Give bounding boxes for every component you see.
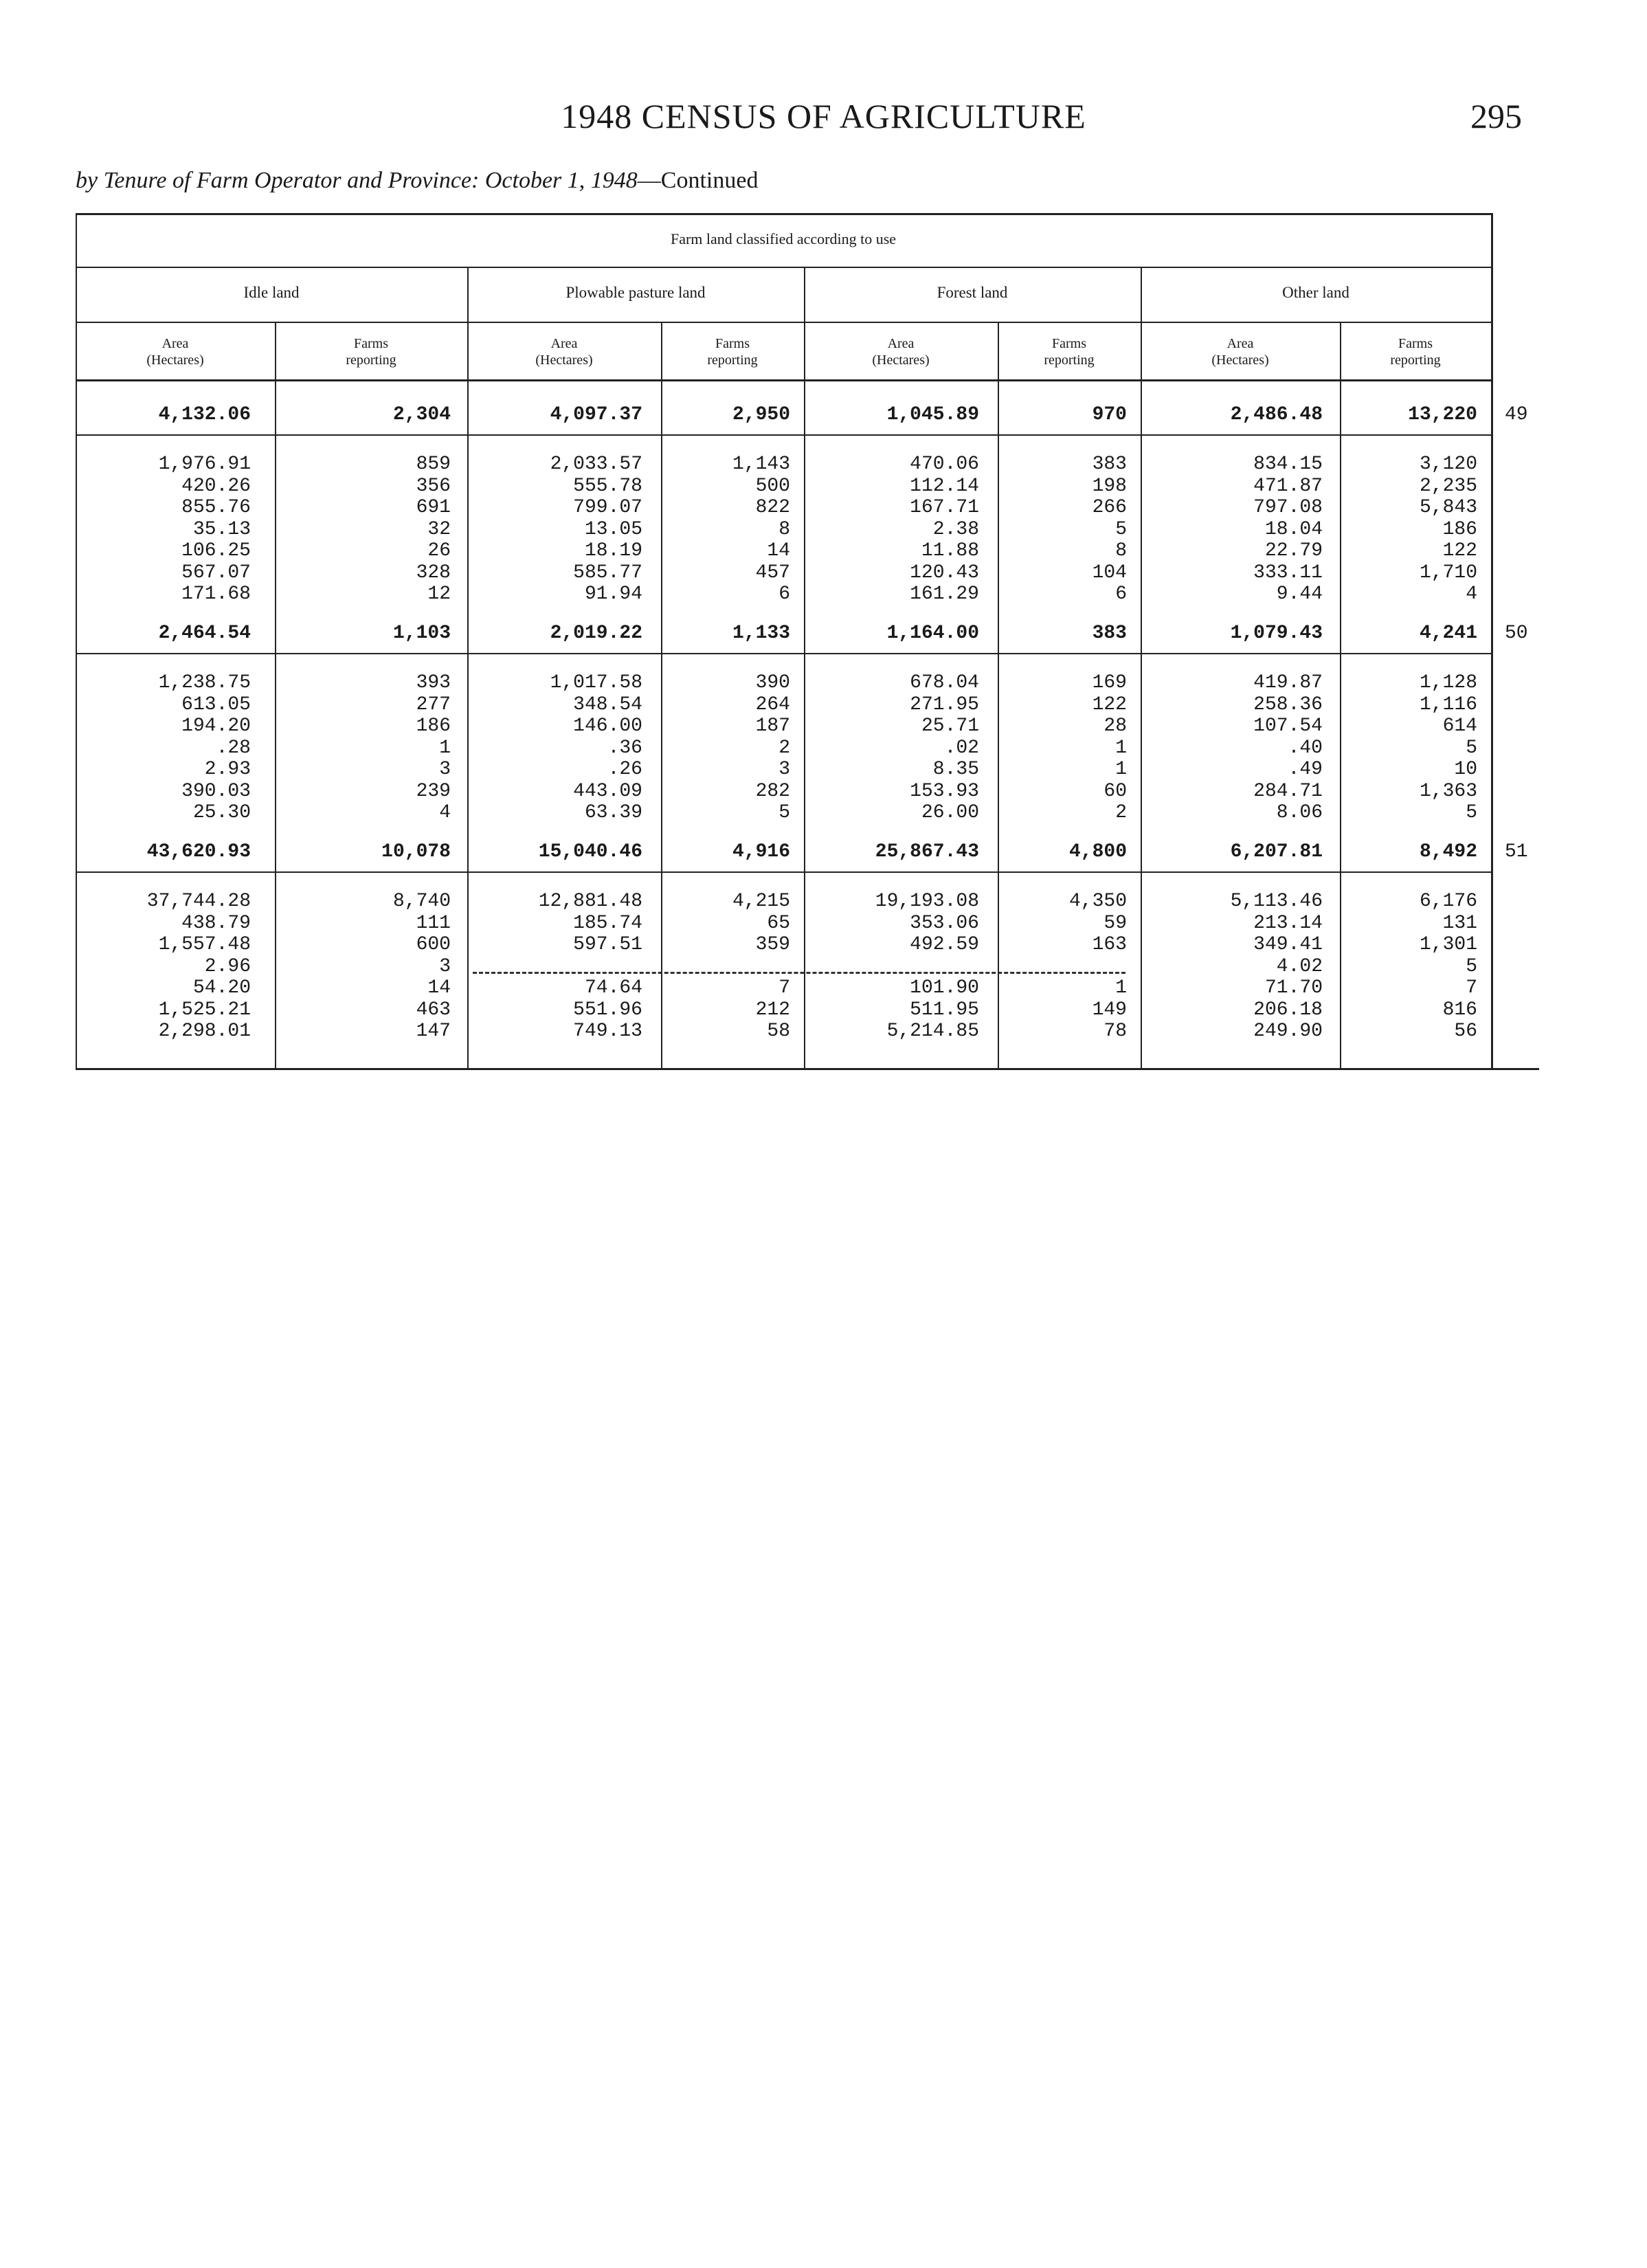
data-cell: 11.88 xyxy=(921,540,979,562)
header-line: (Hectares) xyxy=(146,353,204,368)
data-cell: 348.54 xyxy=(573,693,642,715)
data-cell: 264 xyxy=(755,693,790,715)
total-cell: 15,040.46 xyxy=(538,841,642,863)
total-cell: 6,207.81 xyxy=(1230,841,1323,863)
data-cell: 3 xyxy=(778,759,790,780)
data-cell: 186 xyxy=(1442,518,1477,540)
data-cell: 106.25 xyxy=(181,540,251,562)
data-cell: 101.90 xyxy=(910,977,979,999)
data-cell: 816 xyxy=(1442,999,1477,1021)
data-cell: .49 xyxy=(1288,759,1323,780)
data-cell: 112.14 xyxy=(910,475,979,497)
data-cell: 22.79 xyxy=(1264,540,1323,562)
data-cell: 206.18 xyxy=(1253,999,1323,1021)
data-cell: 5 xyxy=(1466,737,1477,759)
data-cell: 2,235 xyxy=(1419,475,1477,497)
total-cell: 1,045.89 xyxy=(886,404,979,425)
data-cell: 8.06 xyxy=(1276,802,1323,823)
data-cell: 333.11 xyxy=(1253,562,1323,583)
header-line: (Hectares) xyxy=(535,353,593,368)
data-cell: 277 xyxy=(416,693,451,715)
data-cell: 4 xyxy=(1466,583,1477,605)
data-cell: 213.14 xyxy=(1253,912,1323,934)
data-cell: 8.35 xyxy=(932,759,979,780)
data-cell: 2,033.57 xyxy=(550,454,642,475)
total-cell: 43,620.93 xyxy=(146,841,251,863)
data-cell: 19,193.08 xyxy=(875,891,979,912)
data-cell: 390 xyxy=(755,672,790,693)
data-cell: 5,113.46 xyxy=(1230,891,1323,912)
data-cell: 390.03 xyxy=(181,780,251,802)
group-header-other-land: Other land xyxy=(1282,284,1349,301)
data-cell: 54.20 xyxy=(192,977,251,999)
data-cell: 5,214.85 xyxy=(886,1021,979,1042)
total-cell: 4,800 xyxy=(1068,841,1127,863)
data-cell: 3,120 xyxy=(1419,454,1477,475)
subtitle-continued: —Continued xyxy=(637,168,759,193)
column-header-idle-farms xyxy=(275,335,467,368)
total-cell: 13,220 xyxy=(1408,404,1477,425)
total-cell: 4,097.37 xyxy=(550,404,642,425)
data-cell: 282 xyxy=(755,780,790,802)
data-cell: 169 xyxy=(1092,672,1127,693)
data-cell: 551.96 xyxy=(573,999,642,1021)
section-stub-number: 49 xyxy=(1505,404,1528,425)
data-cell: 28 xyxy=(1103,715,1127,737)
data-cell: 14 xyxy=(767,540,790,562)
column-header-rule xyxy=(76,379,1491,381)
data-cell: 855.76 xyxy=(181,497,251,518)
data-cell: 349.41 xyxy=(1253,934,1323,955)
data-cell: .36 xyxy=(607,737,642,759)
total-cell: 10,078 xyxy=(381,841,451,863)
data-cell: 146.00 xyxy=(573,715,642,737)
data-cell: 161.29 xyxy=(910,583,979,605)
data-cell: 65 xyxy=(767,912,790,934)
column-header-other-farms xyxy=(1340,335,1491,368)
total-cell: 4,132.06 xyxy=(158,404,251,425)
data-cell: 420.26 xyxy=(181,475,251,497)
header-line: Farms xyxy=(1052,336,1086,351)
data-cell: 597.51 xyxy=(573,934,642,955)
column-divider xyxy=(467,268,469,1069)
page-number: 295 xyxy=(1470,97,1522,135)
total-cell: 25,867.43 xyxy=(875,841,979,863)
data-cell: 471.87 xyxy=(1253,475,1323,497)
data-cell: 4,350 xyxy=(1068,891,1127,912)
data-cell: 71.70 xyxy=(1264,977,1323,999)
data-cell: 26.00 xyxy=(921,802,979,823)
data-cell: 25.30 xyxy=(192,802,251,823)
total-cell: 2,019.22 xyxy=(550,623,642,644)
column-header-pasture-farms xyxy=(661,335,804,368)
data-cell: 8,740 xyxy=(392,891,451,912)
data-cell: 271.95 xyxy=(910,693,979,715)
main-column-header: Farm land classified according to use xyxy=(670,230,897,247)
data-cell: 614 xyxy=(1442,715,1477,737)
data-cell: 1,525.21 xyxy=(158,999,251,1021)
data-cell: 600 xyxy=(416,934,451,955)
data-cell: 4,215 xyxy=(732,891,790,912)
total-cell: 1,133 xyxy=(732,623,790,644)
column-divider xyxy=(661,322,662,1069)
data-cell: 585.77 xyxy=(573,562,642,583)
data-cell: 56 xyxy=(1454,1021,1477,1042)
data-cell: 3 xyxy=(439,955,451,977)
section-50-total-rule xyxy=(76,653,1491,654)
data-cell: 1,128 xyxy=(1419,672,1477,693)
data-cell: 185.74 xyxy=(573,912,642,934)
header-line: Farms xyxy=(715,336,750,351)
data-cell: 171.68 xyxy=(181,583,251,605)
data-cell: 187 xyxy=(755,715,790,737)
data-cell: 32 xyxy=(427,518,451,540)
section-49-total-rule xyxy=(76,434,1491,436)
subtitle-caption: by Tenure of Farm Operator and Province: October 1, 1948 xyxy=(76,168,638,193)
data-cell: 383 xyxy=(1092,454,1127,475)
total-cell: 2,464.54 xyxy=(158,623,251,644)
column-divider xyxy=(804,268,805,1069)
data-cell: 78 xyxy=(1103,1021,1127,1042)
dotted-leader-rule xyxy=(473,972,1125,974)
data-cell: 1,143 xyxy=(732,454,790,475)
data-cell: .28 xyxy=(216,737,251,759)
data-cell: 5 xyxy=(1466,802,1477,823)
data-cell: 359 xyxy=(755,934,790,955)
data-cell: 1,710 xyxy=(1419,562,1477,583)
data-cell: 859 xyxy=(416,454,451,475)
data-cell: .40 xyxy=(1288,737,1323,759)
header-line: (Hectares) xyxy=(1211,353,1269,368)
data-cell: 6 xyxy=(1115,583,1127,605)
data-cell: 1,557.48 xyxy=(158,934,251,955)
data-cell: 18.19 xyxy=(584,540,642,562)
data-cell: 147 xyxy=(416,1021,451,1042)
data-cell: 35.13 xyxy=(192,518,251,540)
data-cell: 492.59 xyxy=(910,934,979,955)
data-cell: 438.79 xyxy=(181,912,251,934)
data-cell: 797.08 xyxy=(1253,497,1323,518)
column-divider xyxy=(275,322,276,1069)
total-cell: 1,079.43 xyxy=(1230,623,1323,644)
data-cell: 555.78 xyxy=(573,475,642,497)
data-cell: 7 xyxy=(778,977,790,999)
data-cell: 419.87 xyxy=(1253,672,1323,693)
data-cell: 1,363 xyxy=(1419,780,1477,802)
data-cell: 25.71 xyxy=(921,715,979,737)
data-cell: 678.04 xyxy=(910,672,979,693)
data-cell: 5 xyxy=(778,802,790,823)
data-cell: 58 xyxy=(767,1021,790,1042)
data-cell: 1,116 xyxy=(1419,693,1477,715)
total-cell: 2,304 xyxy=(392,404,451,425)
data-cell: 443.09 xyxy=(573,780,642,802)
column-header-idle-area xyxy=(76,335,275,368)
table-top-rule xyxy=(76,213,1491,215)
total-cell: 4,241 xyxy=(1419,623,1477,644)
total-cell: 383 xyxy=(1092,623,1127,644)
data-cell: 749.13 xyxy=(573,1021,642,1042)
data-cell: 1 xyxy=(1115,759,1127,780)
data-cell: 500 xyxy=(755,475,790,497)
group-header-plowable-pasture-land: Plowable pasture land xyxy=(565,284,706,301)
data-cell: 5 xyxy=(1466,955,1477,977)
data-cell: 1 xyxy=(439,737,451,759)
data-cell: 3 xyxy=(439,759,451,780)
group-header-forest-land: Forest land xyxy=(937,284,1008,301)
data-cell: 122 xyxy=(1092,693,1127,715)
data-cell: 163 xyxy=(1092,934,1127,955)
data-cell: 4 xyxy=(439,802,451,823)
data-cell: 356 xyxy=(416,475,451,497)
data-cell: 149 xyxy=(1092,999,1127,1021)
total-cell: 1,103 xyxy=(392,623,451,644)
header-line: Area xyxy=(550,336,578,351)
data-cell: 266 xyxy=(1092,497,1127,518)
group-header-rule xyxy=(76,322,1491,323)
data-cell: 104 xyxy=(1092,562,1127,583)
data-cell: 470.06 xyxy=(910,454,979,475)
data-cell: 4.02 xyxy=(1276,955,1323,977)
header-line: reporting xyxy=(1044,353,1095,368)
data-cell: 107.54 xyxy=(1253,715,1323,737)
data-cell: 120.43 xyxy=(910,562,979,583)
data-cell: 258.36 xyxy=(1253,693,1323,715)
total-cell: 4,916 xyxy=(732,841,790,863)
data-cell: 212 xyxy=(755,999,790,1021)
total-cell: 970 xyxy=(1092,404,1127,425)
table-subtitle xyxy=(76,168,758,194)
page-title: 1948 CENSUS OF AGRICULTURE xyxy=(561,97,1086,135)
data-cell: 186 xyxy=(416,715,451,737)
data-cell: 6,176 xyxy=(1419,891,1477,912)
data-cell: 822 xyxy=(755,497,790,518)
data-cell: 122 xyxy=(1442,540,1477,562)
data-cell: 63.39 xyxy=(584,802,642,823)
total-cell: 8,492 xyxy=(1419,841,1477,863)
data-cell: 457 xyxy=(755,562,790,583)
data-cell: 18.04 xyxy=(1264,518,1323,540)
data-cell: 1 xyxy=(1115,737,1127,759)
data-cell: 5 xyxy=(1115,518,1127,540)
header-line: reporting xyxy=(346,353,396,368)
data-cell: 1,238.75 xyxy=(158,672,251,693)
data-cell: 37,744.28 xyxy=(146,891,251,912)
data-cell: 91.94 xyxy=(584,583,642,605)
table-right-border xyxy=(1491,213,1493,1069)
data-cell: 834.15 xyxy=(1253,454,1323,475)
header-line: (Hectares) xyxy=(872,353,930,368)
data-cell: 6 xyxy=(778,583,790,605)
data-cell: 799.07 xyxy=(573,497,642,518)
data-cell: 249.90 xyxy=(1253,1021,1323,1042)
header-line: reporting xyxy=(707,353,758,368)
data-cell: 12 xyxy=(427,583,451,605)
data-cell: 2.96 xyxy=(204,955,251,977)
data-cell: 59 xyxy=(1103,912,1127,934)
data-cell: 353.06 xyxy=(910,912,979,934)
header-line: Farms xyxy=(1398,336,1433,351)
data-cell: .02 xyxy=(944,737,979,759)
column-header-pasture-area xyxy=(467,335,661,368)
data-cell: 1 xyxy=(1115,977,1127,999)
data-cell: 8 xyxy=(778,518,790,540)
header-line: Farms xyxy=(354,336,388,351)
data-cell: 60 xyxy=(1103,780,1127,802)
data-cell: 1,976.91 xyxy=(158,454,251,475)
column-divider xyxy=(998,322,999,1069)
data-cell: 2 xyxy=(1115,802,1127,823)
data-cell: 26 xyxy=(427,540,451,562)
header-line: reporting xyxy=(1390,353,1441,368)
data-cell: 393 xyxy=(416,672,451,693)
section-stub-number: 50 xyxy=(1505,623,1528,644)
data-cell: 10 xyxy=(1454,759,1477,780)
column-divider xyxy=(1340,322,1341,1069)
column-header-forest-farms xyxy=(998,335,1141,368)
data-cell: 691 xyxy=(416,497,451,518)
data-cell: 167.71 xyxy=(910,497,979,518)
data-cell: 2 xyxy=(778,737,790,759)
total-cell: 2,950 xyxy=(732,404,790,425)
section-51-total-rule xyxy=(76,871,1491,873)
total-cell: 2,486.48 xyxy=(1230,404,1323,425)
data-cell: 194.20 xyxy=(181,715,251,737)
data-cell: 613.05 xyxy=(181,693,251,715)
data-cell: 14 xyxy=(427,977,451,999)
data-cell: 198 xyxy=(1092,475,1127,497)
data-cell: 328 xyxy=(416,562,451,583)
header-line: Area xyxy=(887,336,915,351)
group-header-idle-land: Idle land xyxy=(243,284,300,301)
data-cell: 239 xyxy=(416,780,451,802)
data-cell: 1,301 xyxy=(1419,934,1477,955)
section-stub-number: 51 xyxy=(1505,841,1528,863)
data-cell: 13.05 xyxy=(584,518,642,540)
header-line: Area xyxy=(161,336,189,351)
data-cell: 511.95 xyxy=(910,999,979,1021)
column-header-forest-area xyxy=(804,335,998,368)
data-cell: 2.93 xyxy=(204,759,251,780)
data-cell: 74.64 xyxy=(584,977,642,999)
data-cell: 2,298.01 xyxy=(158,1021,251,1042)
data-cell: 153.93 xyxy=(910,780,979,802)
data-cell: 7 xyxy=(1466,977,1477,999)
data-cell: 567.07 xyxy=(181,562,251,583)
data-cell: 8 xyxy=(1115,540,1127,562)
data-cell: 463 xyxy=(416,999,451,1021)
header-line: Area xyxy=(1226,336,1254,351)
table-bottom-rule xyxy=(76,1068,1539,1070)
data-cell: 12,881.48 xyxy=(538,891,642,912)
column-divider xyxy=(1141,268,1142,1069)
data-cell: 9.44 xyxy=(1276,583,1323,605)
main-header-rule xyxy=(76,267,1491,268)
data-cell: 131 xyxy=(1442,912,1477,934)
data-cell: 5,843 xyxy=(1419,497,1477,518)
data-cell: 111 xyxy=(416,912,451,934)
data-cell: 1,017.58 xyxy=(550,672,642,693)
data-cell: .26 xyxy=(607,759,642,780)
data-cell: 2.38 xyxy=(932,518,979,540)
column-header-other-area xyxy=(1141,335,1340,368)
data-cell: 284.71 xyxy=(1253,780,1323,802)
total-cell: 1,164.00 xyxy=(886,623,979,644)
